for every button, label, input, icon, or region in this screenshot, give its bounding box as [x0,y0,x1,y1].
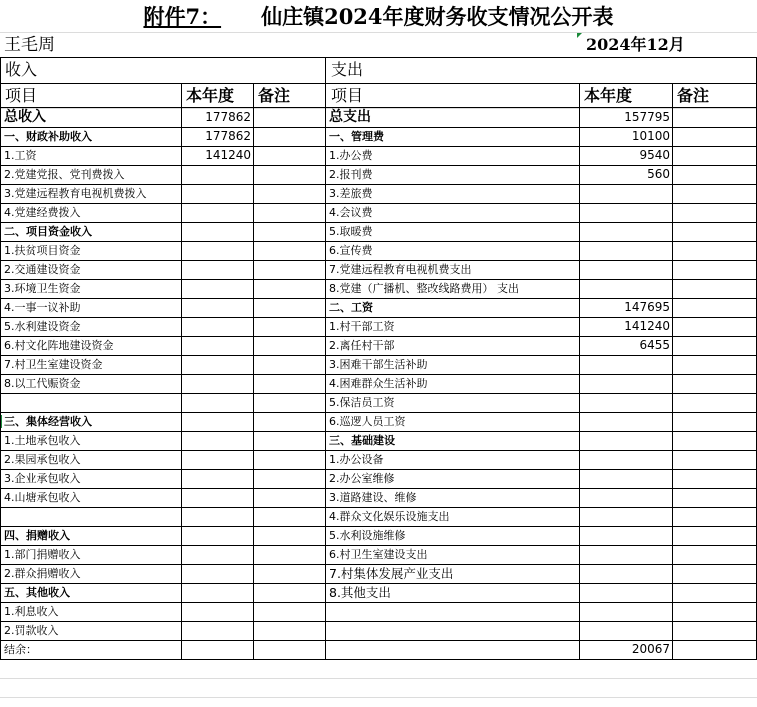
expenditure-row-amount[interactable] [580,450,670,469]
income-row-amount[interactable] [161,450,251,469]
gridline-horizontal [0,32,757,33]
income-section-label[interactable]: 收入 [5,60,38,79]
expenditure-row-label[interactable]: 2.报刊费 [329,168,373,181]
expenditure-header-item[interactable]: 项目 [331,86,364,105]
expenditure-row-amount[interactable] [580,602,670,621]
income-row-label[interactable]: 四、捐赠收入 [4,529,70,542]
expenditure-row-amount[interactable] [580,184,670,203]
income-row-amount[interactable]: 177862 [205,129,251,143]
border-vertical [325,57,326,660]
expenditure-row-label[interactable]: 3.差旅费 [329,187,373,200]
expenditure-row-label[interactable]: 3.困难干部生活补助 [329,358,428,371]
expenditure-row-amount[interactable] [580,621,670,640]
expenditure-row-label[interactable]: 1.办公设备 [329,453,384,466]
expenditure-row-amount[interactable]: 10100 [631,129,670,143]
expenditure-row-amount[interactable]: 6455 [639,338,670,352]
income-row-label[interactable]: 4.党建经费拨入 [4,206,81,219]
income-row-amount[interactable] [161,412,251,431]
income-row-label[interactable]: 8.以工代赈资金 [4,377,81,390]
expenditure-header-amount[interactable]: 本年度 [584,86,633,105]
income-row-amount[interactable] [161,355,251,374]
report-date[interactable]: 2024年12月 [586,35,685,54]
expenditure-row-amount[interactable] [580,203,670,222]
income-row-label[interactable]: 五、其他收入 [4,586,70,599]
income-row-label[interactable]: 3.党建远程教育电视机费拨入 [4,187,147,200]
income-row-amount[interactable] [161,260,251,279]
border-horizontal [0,659,757,660]
income-row-label[interactable]: 2.果园承包收入 [4,453,81,466]
income-row-label[interactable]: 1.部门捐赠收入 [4,548,81,561]
border-vertical [253,83,254,660]
expenditure-row-label[interactable]: 2.办公室维修 [329,472,395,485]
expenditure-row-amount[interactable]: 157795 [624,110,670,124]
income-row-amount[interactable]: 177862 [205,110,251,124]
expenditure-row-label[interactable]: 6.宣传费 [329,244,373,257]
expenditure-row-label[interactable]: 7.党建远程教育电视机费支出 [329,263,472,276]
income-row-amount[interactable] [161,545,251,564]
expenditure-row-label[interactable]: 6.村卫生室建设支出 [329,548,428,561]
income-row-amount[interactable] [161,374,251,393]
expenditure-row-amount[interactable] [580,241,670,260]
border-vertical [672,83,673,660]
income-row-amount[interactable] [161,222,251,241]
income-row-label[interactable]: 4.一事一议补助 [4,301,81,314]
income-row-label[interactable]: 1.工资 [4,149,37,162]
expenditure-row-amount[interactable]: 560 [647,167,670,181]
expenditure-row-label[interactable]: 总支出 [329,109,371,125]
expenditure-row-amount[interactable] [580,526,670,545]
expenditure-row-label[interactable]: 8.党建（广播机、整改线路费用） 支出 [329,282,519,295]
expenditure-row-amount[interactable] [580,412,670,431]
report-title: 仙庄镇2024年度财务收支情况公开表 [261,4,614,29]
income-row-label[interactable]: 4.山塘承包收入 [4,491,81,504]
expenditure-row-amount[interactable]: 9540 [639,148,670,162]
expenditure-row-amount[interactable] [580,507,670,526]
expenditure-row-amount[interactable] [580,279,670,298]
income-row-label[interactable]: 二、项目资金收入 [4,225,92,238]
expenditure-section-label[interactable]: 支出 [331,60,364,79]
income-row-amount[interactable] [161,526,251,545]
expenditure-row-amount[interactable]: 147695 [624,300,670,314]
expenditure-row-label[interactable]: 4.群众文化娱乐设施支出 [329,510,450,523]
expenditure-row-label[interactable]: 5.保洁员工资 [329,396,395,409]
income-row-label[interactable]: 总收入 [4,109,46,125]
income-row-label[interactable]: 2.党建党报、党刊费拨入 [4,168,125,181]
expenditure-row-label[interactable]: 7.村集体发展产业支出 [329,566,454,581]
expenditure-row-amount[interactable]: 20067 [631,642,670,656]
income-row-label[interactable]: 3.企业承包收入 [4,472,81,485]
border-horizontal [0,57,757,58]
expenditure-row-amount[interactable] [580,469,670,488]
income-row-amount[interactable] [161,203,251,222]
income-row-amount[interactable] [161,431,251,450]
expenditure-row-amount[interactable] [580,260,670,279]
expenditure-row-label[interactable]: 8.其他支出 [329,585,391,600]
income-header-note[interactable]: 备注 [258,86,291,105]
income-row-label[interactable]: 一、财政补助收入 [4,130,92,143]
border-horizontal [0,83,757,84]
income-row-label[interactable]: 6.村文化阵地建设资金 [4,339,114,352]
income-row-label[interactable]: 2.交通建设资金 [4,263,81,276]
expenditure-row-amount[interactable] [580,374,670,393]
expenditure-row-label[interactable]: 5.水利设施维修 [329,529,406,542]
expenditure-row-label[interactable]: 3.道路建设、维修 [329,491,417,504]
expenditure-row-label[interactable]: 二、工资 [329,301,373,314]
attachment-label: 附件7： [143,4,222,29]
income-row-label[interactable]: 1.利息收入 [4,605,59,618]
income-row-label[interactable]: 7.村卫生室建设资金 [4,358,103,371]
income-row-label[interactable]: 3.环境卫生资金 [4,282,81,295]
expenditure-row-label[interactable]: 4.困难群众生活补助 [329,377,428,390]
income-row-label[interactable]: 2.罚款收入 [4,624,59,637]
income-row-amount[interactable]: 141240 [205,148,251,162]
income-row-label[interactable]: 结余： [4,643,37,656]
gridline-horizontal [0,697,757,698]
expenditure-row-amount[interactable]: 141240 [624,319,670,333]
income-row-label[interactable]: 1.扶贫项目资金 [4,244,81,257]
income-row-amount[interactable] [161,184,251,203]
income-header-amount[interactable]: 本年度 [186,86,235,105]
income-row-amount[interactable] [161,621,251,640]
income-row-label[interactable]: 2.群众捐赠收入 [4,567,81,580]
expenditure-row-label[interactable]: 5.取暖费 [329,225,373,238]
expenditure-row-amount[interactable] [580,355,670,374]
income-row-label[interactable]: 5.水利建设资金 [4,320,81,333]
expenditure-row-amount[interactable] [580,545,670,564]
expenditure-header-note[interactable]: 备注 [677,86,710,105]
expenditure-row-amount[interactable] [580,222,670,241]
expenditure-row-label[interactable]: 6.巡逻人员工资 [329,415,406,428]
income-row-amount[interactable] [161,165,251,184]
expenditure-row-amount[interactable] [580,488,670,507]
comment-marker [577,33,582,38]
income-row-amount[interactable] [161,393,251,412]
income-row-amount[interactable] [161,640,251,659]
income-row-label[interactable]: 1.土地承包收入 [4,434,81,447]
income-row-label[interactable]: 三、集体经营收入 [4,415,92,428]
income-row-amount[interactable] [161,602,251,621]
expenditure-row-amount[interactable] [580,583,670,602]
prepared-by[interactable]: 王毛周 [4,35,55,55]
expenditure-row-amount[interactable] [580,564,670,583]
expenditure-row-label[interactable]: 2.离任村干部 [329,339,395,352]
page-title [0,2,757,32]
income-row-amount[interactable] [161,336,251,355]
expenditure-row-label[interactable]: 1.村干部工资 [329,320,395,333]
expenditure-row-label[interactable]: 一、管理费 [329,130,384,143]
expenditure-row-label[interactable]: 4.会议费 [329,206,373,219]
expenditure-row-amount[interactable] [580,393,670,412]
income-row-amount[interactable] [161,583,251,602]
income-row-amount[interactable] [161,298,251,317]
income-row-amount[interactable] [161,317,251,336]
income-row-amount[interactable] [161,241,251,260]
income-row-amount[interactable] [161,488,251,507]
border-vertical [0,57,1,660]
income-row-amount[interactable] [161,469,251,488]
income-row-amount[interactable] [161,507,251,526]
expenditure-row-amount[interactable] [580,431,670,450]
expenditure-row-label[interactable]: 三、基础建设 [329,434,395,447]
income-header-item[interactable]: 项目 [5,86,38,105]
gridline-horizontal [0,678,757,679]
expenditure-row-label[interactable]: 1.办公费 [329,149,373,162]
income-row-amount[interactable] [161,564,251,583]
income-row-amount[interactable] [161,279,251,298]
